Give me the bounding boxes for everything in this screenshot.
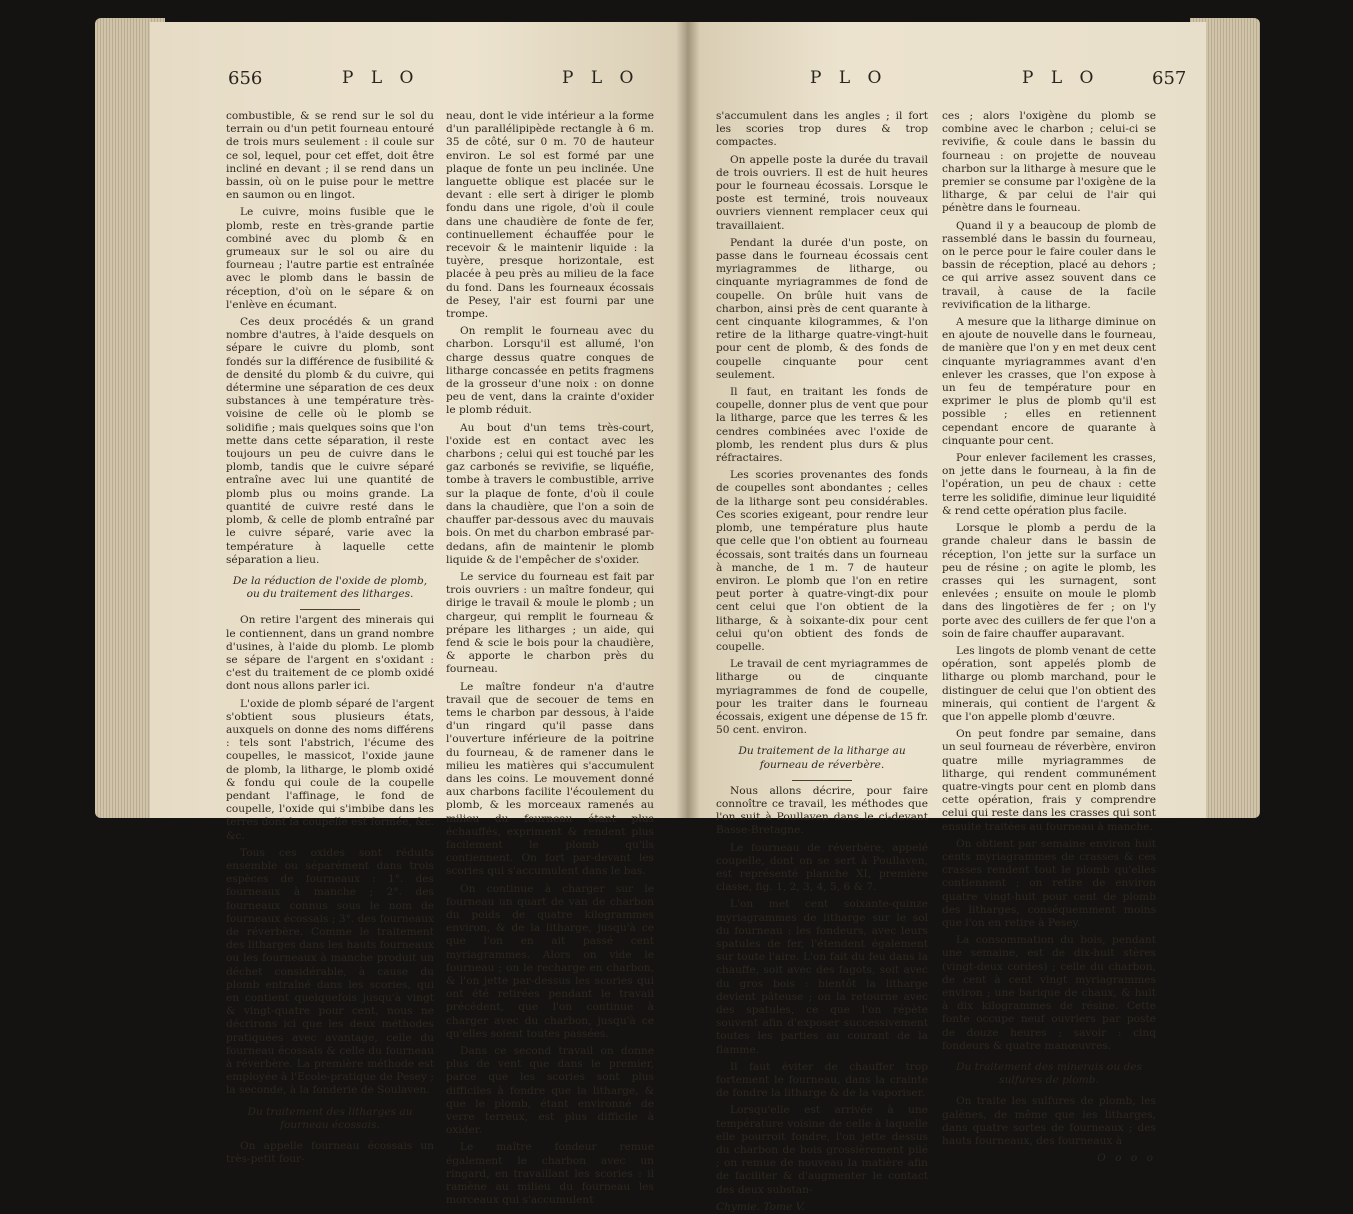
paragraph: Le travail de cent myriagrammes de litharge ou de cinquante myriagrammes de fond de coupelle, pour les traiter dans le fourneau écossais, exigent une dépense de 15 fr. 50 cent. environ. [716, 658, 928, 737]
paragraph: s'accumulent dans les angles ; il fort les scories trop dures & trop compactes. [716, 110, 928, 149]
paragraph: Les scories provenantes des fonds de coupelles sont abondantes ; celles de la litharge sont peu considérables. Ces scories exigeant, pour rendre leur plomb, une température plus haute que celle que l'on obtient au fourneau écossais, sont traités dans un fourneau à manche, de 1 m. 7 de hauteur environ. Le plomb que l'on en retire peut porter à quatre-vingt-dix pour cent celui que l'on obtient de la litharge, & à soixante-dix pour cent celui qu'on obtient des fonds de coupelle. [716, 469, 928, 653]
text-column-2 [446, 110, 654, 1207]
paragraph: Quand il y a beaucoup de plomb de rassemblé dans le bassin du fourneau, on le perce pour le faire couler dans le bassin de réception, placé au dehors ; ce qui arrive assez souvent dans ce travail, à cause de la facile revivification de la litharge. [942, 219, 1156, 311]
signature-line: Chymie. Tome V. [716, 1200, 805, 1213]
page-number: 657 [1152, 68, 1187, 89]
paragraph: On traite les sulfures de plomb, les galènes, de même que les litharges, dans quatre sortes de fourneaux ; des hauts fourneaux, des fourneaux à [942, 1095, 1156, 1148]
page-signature: O o o o [1097, 1152, 1156, 1165]
right-page [686, 22, 1206, 1213]
paragraph: Pour enlever facilement les crasses, on jette dans le fourneau, à la fin de l'opération, un peu de chaux : cette terre les solidifie, diminue leur liquidité & rend cette opération plus facile. [942, 452, 1156, 517]
page-number: 656 [228, 68, 263, 89]
section-heading: Du traitement des litharges au fourneau écossais. [247, 1105, 413, 1131]
divider [300, 609, 360, 610]
paragraph: ces ; alors l'oxigène du plomb se combine avec le charbon ; celui-ci se revivifie, & coule dans le bassin du fourneau : on projette de nouveau charbon sur la litharge à mesure que le premier se consume par l'oxigène de la litharge, & par celui de l'air qui pénètre dans le fourneau. [942, 110, 1156, 215]
book-gutter [676, 22, 700, 818]
paragraph: On appelle poste la durée du travail de trois ouvriers. Il est de huit heures pour le fourneau écossais. Lorsque le poste est terminé, trois nouveaux ouvriers viennent remplacer ceux qui travaillaient. [716, 153, 928, 232]
paragraph: Nous allons décrire, pour faire connoître ce travail, les méthodes que l'on suit à Poullaven dans le ci-devant Basse-Bretagne. [716, 784, 928, 837]
paragraph: Le maître fondeur remue également le charbon avec un ringard, en travaillant les scories : il ramène au milieu du fourneau les morceaux qui s'accumulent [446, 1141, 654, 1207]
running-head: P L O [810, 68, 888, 88]
paragraph: L'oxide de plomb séparé de l'argent s'obtient sous plusieurs états, auxquels on donne des noms différens : tels sont l'abstrich, l'écume des coupelles, le massicot, l'oxide jaune de plomb, la litharge, le plomb oxidé & fondu qui coule de la coupelle pendant l'affinage, le fond de coupelle, l'oxide qui s'imbibe dans les terres dont la coupelle est formée, &c. &c. [226, 697, 434, 842]
paragraph: Dans ce second travail on donne plus de vent que dans le premier, parce que les scories sont plus difficiles à fondre que la litharge, & que le plomb, étant environné de verre terreux, est plus difficile à oxider. [446, 1045, 654, 1137]
paragraph: Lorsqu'elle est arrivée à une température voisine de celle à laquelle elle pourroit fondre, l'on jette dessus du charbon de bois grossièrement pilé ; on remue de nouveau la matière afin de faciliter & d'augmenter le contact des deux substan- [716, 1104, 928, 1196]
paragraph: Tous ces oxides sont réduits ensemble ou séparément dans trois espèces de fourneaux : 1°. des fourneaux à manche ; 2°. des fourneaux connus sous le nom de fourneaux écossais ; 3°. des fourneaux de réverbère. Comme le traitement des litharges dans les hauts fourneaux ou les fourneaux à manche produit un déchet considérable, à cause du plomb entraîné dans les scories, qui en contient quelquefois jusqu'à vingt & vingt-quatre pour cent, nous ne décrirons ici que les deux méthodes pratiquées avec avantage, celle du fourneau écossais & celle du fourneau à réverbère. La première méthode est employée à l'Ecole-pratique de Pesey ; la seconde, à la fonderie de Soulaven. [226, 846, 434, 1097]
divider [792, 780, 852, 781]
paragraph: combustible, & se rend sur le sol du terrain ou d'un petit fourneau entouré de trois murs seulement : il coule sur ce sol, lequel, pour cet effet, doit être incliné en devant ; il se rend dans un bassin, où on le puise pour le mettre en saumon ou en lingot. [226, 110, 434, 202]
left-page [150, 22, 686, 1207]
paragraph: Les lingots de plomb venant de cette opération, sont appelés plomb de litharge ou plomb marchand, pour le distinguer de celui que l'on obtient des minerais, qui contient de l'argent & que l'on appelle plomb d'œuvre. [942, 644, 1156, 723]
paragraph: Le maître fondeur n'a d'autre travail que de secouer de tems en tems le charbon par dessous, à l'aide d'un ringard qu'il passe dans l'ouverture inférieure de la poitrine du fourneau, & de ramener dans le milieu les matières qui s'accumulent dans les coins. Le mouvement donné aux charbons facilite l'écoulement du plomb, & les morceaux ramenés au milieu du fourneau étant plus échauffés, expriment & rendent plus facilement le plomb qu'ils contiennent. On fort par-devant les scories qui s'accumulent dans le bas. [446, 680, 654, 878]
paragraph: Il faut éviter de chauffer trop fortement le fourneau, dans la crainte de fondre la litharge & de la vaporiser. [716, 1060, 928, 1100]
text-column-1 [226, 110, 434, 1166]
paragraph: Ces deux procédés & un grand nombre d'autres, à l'aide desquels on sépare le cuivre du plomb, sont fondés sur la différence de fusibilité & de densité du plomb & du cuivre, qui détermine une séparation de ces deux substances à une température très-voisine de celle où le plomb se solidifie ; mais quelques soins que l'on mette dans cette séparation, il reste toujours un peu de cuivre dans le plomb, tandis que le cuivre séparé entraîne avec lui une quantité de plomb plus ou moins grande. La quantité de cuivre resté dans le plomb, & celle de plomb entraîné par le cuivre séparé, varie avec la température à laquelle cette séparation a lieu. [226, 316, 434, 566]
paragraph: Le cuivre, moins fusible que le plomb, reste en très-grande partie combiné avec du plomb & en grumeaux sur le sol ou aire du fourneau ; l'autre partie est entraînée avec le plomb dans le bassin de réception, d'où on le sépare & on l'enlève en écumant. [226, 206, 434, 311]
paragraph: Il faut, en traitant les fonds de coupelle, donner plus de vent que pour la litharge, parce que les terres & les cendres combinées avec l'oxide de plomb, les rendent plus durs & plus réfractaires. [716, 386, 928, 465]
paragraph: On continue à charger sur le fourneau un quart de van de charbon du poids de quatre kilogrammes environ, & de la litharge, jusqu'à ce que l'on en ait passé cent myriagrammes. Alors on vide le fourneau ; on le recharge en charbon, & l'on jette par-dessus les scories qui ont été retirées pendant le travail précédent, que l'on continue à charger avec du charbon, jusqu'à ce qu'elles soient toutes passées. [446, 882, 654, 1040]
text-column-1 [716, 110, 928, 1213]
paragraph: L'on met cent soixante-quinze myriagrammes de litharge sur le sol du fourneau : les fondeurs, avec leurs spatules de fer, l'étendent également sur toute l'aire. L'on fait du feu dans la chauffe, soit avec des fagots, soit avec du gros bois : bientôt la litharge devient pâteuse ; on la retourne avec des spatules, ce que l'on répète souvent afin d'exposer successivement toutes les parties au courant de la flamme. [716, 898, 928, 1056]
section-heading: De la réduction de l'oxide de plomb, ou du traitement des litharges. [232, 574, 428, 601]
paragraph: On peut fondre par semaine, dans un seul fourneau de réverbère, environ quatre mille myriagrammes de litharge, qui rendent communément quatre-vingts pour cent en plomb dans cette opération, frais y comprendre celui qui reste dans les crasses qui sont ensuite traitées au fourneau à manche. [942, 728, 1156, 833]
paragraph: Au bout d'un tems très-court, l'oxide est en contact avec les charbons ; celui qui est touché par les gaz carbonés se revivifie, se liquéfie, tombe à travers le combustible, arrive sur la plaque de fonte, d'où il coule dans la chaudière, que l'on a soin de chauffer par-dessous avec du mauvais bois. On met du charbon embrasé par-dedans, afin de maintenir le plomb liquide & de l'empêcher de s'oxider. [446, 421, 654, 566]
paragraph: On obtient par semaine environ huit cents myriagrammes de crasses & ces crasses rendent tout le plomb qu'elles contiennent ; on retire de environ quatre vingt-huit pour cent de plomb des litharges, conséquemment moins que l'on en retire à Pesey. [942, 837, 1156, 929]
paragraph: Le service du fourneau est fait par trois ouvriers : un maître fondeur, qui dirige le travail & moule le plomb ; un chargeur, qui remplit le fourneau & prépare les litharges ; un aide, qui fend & scie le bois pour la chaudière, & apporte le charbon près du fourneau. [446, 570, 654, 676]
paragraph: On retire l'argent des minerais qui le contiennent, dans un grand nombre d'usines, à l'aide du plomb. Le plomb se sépare de l'argent en s'oxidant : c'est du traitement de ce plomb oxidé dont nous allons parler ici. [226, 614, 434, 693]
running-head: P L O [342, 68, 420, 88]
paragraph: Le fourneau de réverbère, appelé coupelle, dont on se sert à Poullaven, est représenté planche XI, première classe, fig. 1, 2, 3, 4, 5, 6 & 7. [716, 841, 928, 894]
paragraph: On remplit le fourneau avec du charbon. Lorsqu'il est allumé, l'on charge dessus quatre conques de litharge concassée en petits fragmens de la grosseur d'une noix : on donne peu de vent, dans la crainte d'oxider le plomb réduit. [446, 325, 654, 417]
section-heading: Du traitement des minerais ou des sulfures de plomb. [955, 1061, 1142, 1087]
section-heading: Du traitement de la litharge au fourneau de réverbère. [738, 745, 906, 771]
running-head: P L O [562, 68, 640, 88]
paragraph: Lorsque le plomb a perdu de la grande chaleur dans le bassin de réception, l'on jette sur la surface un peu de résine ; on agite le plomb, les crasses qui les surnagent, sont enlevées ; ensuite on moule le plomb dans des lingotières de fer ; on l'y porte avec des cuillers de fer que l'on a soin de faire chauffer auparavant. [942, 522, 1156, 640]
paragraph: Pendant la durée d'un poste, on passe dans le fourneau écossais cent myriagrammes de litharge, ou cinquante myriagrammes de fond de coupelle. On brûle huit vans de charbon, ainsi près de cent quarante à cent cinquante kilogrammes, & l'on retire de la litharge quatre-vingt-huit pour cent de plomb, & des fonds de coupelle cinquante pour cent seulement. [716, 236, 928, 381]
paragraph: A mesure que la litharge diminue on en ajoute de nouvelle dans le fourneau, de manière que l'on y en met deux cent cinquante myriagrammes avant d'en enlever les crasses, que l'on expose à un feu de température pour en exprimer le plus de plomb qu'il est possible ; elles en retiennent cependant encore de quarante à cinquante pour cent. [942, 316, 1156, 447]
running-head: P L O [1022, 68, 1100, 88]
paragraph: On appelle fourneau écossais un très-petit four- [226, 1140, 434, 1166]
text-column-2 [942, 110, 1156, 1165]
paragraph: neau, dont le vide intérieur a la forme d'un parallélipipède rectangle à 6 m. 35 de côté, sur 0 m. 70 de hauteur environ. Le sol est formé par une plaque de fonte un peu inclinée. Une languette oblique est placée sur le devant : elle sert à diriger le plomb fondu dans une rigole, d'où il coule dans une chaudière de fonte de fer, continuellement échauffée pour le recevoir & le maintenir liquide : la tuyère, presque horizontale, est placée à peu près au milieu de la face du fond. Dans les fourneaux écossais de Pesey, l'air est fourni par une trompe. [446, 110, 654, 321]
paragraph: La consommation du bois, pendant une semaine, est de dix-huit stères (vingt-deux cordes) ; celle du charbon, de cent à cent vingt myriagrammes environ ; une barique de chaux, & huit à dix kilogrammes de résine. Cette fonte occupe neuf ouvriers par poste de douze heures ; savoir : cinq fondeurs & quatre manœuvres. [942, 934, 1156, 1052]
